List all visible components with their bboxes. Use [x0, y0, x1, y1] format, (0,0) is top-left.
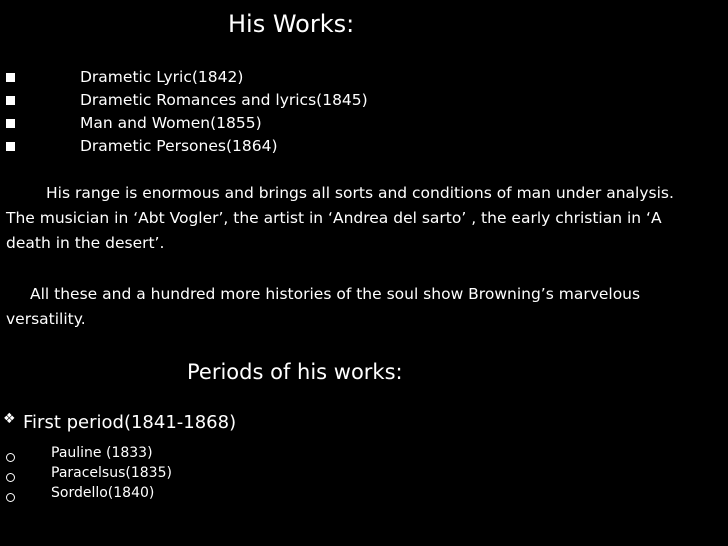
paragraph-line: All these and a hundred more histories of the soul show Browning’s marvelous: [30, 285, 641, 303]
square-bullet-icon: [6, 119, 15, 128]
slide-title: His Works:: [228, 10, 355, 38]
section-subtitle: Periods of his works:: [187, 360, 403, 384]
diamond-bullet-icon: ❖: [3, 411, 16, 427]
square-bullet-icon: [6, 96, 15, 105]
period-item-label: Pauline (1833): [51, 445, 153, 461]
works-item-label: Drametic Persones(1864): [80, 137, 278, 155]
works-item-label: Drametic Lyric(1842): [80, 68, 244, 86]
circle-bullet-icon: [6, 453, 15, 462]
circle-bullet-icon: [6, 493, 15, 502]
period-item-label: Paracelsus(1835): [51, 465, 172, 481]
period-item-label: Sordello(1840): [51, 485, 155, 501]
period-label: First period(1841-1868): [23, 412, 237, 433]
square-bullet-icon: [6, 73, 15, 82]
paragraph-range: [6, 181, 722, 256]
paragraph-line: The musician in ‘Abt Vogler’, the artist in ‘Andrea del sarto’ , the early christian in ‘A: [6, 209, 662, 227]
paragraph-line: death in the desert’.: [6, 234, 165, 252]
paragraph-line: versatility.: [6, 310, 86, 328]
paragraph-versatility: [6, 282, 722, 332]
paragraph-line: His range is enormous and brings all sorts and conditions of man under analysis.: [46, 184, 674, 202]
works-item-label: Drametic Romances and lyrics(1845): [80, 91, 368, 109]
works-item-label: Man and Women(1855): [80, 114, 262, 132]
square-bullet-icon: [6, 142, 15, 151]
circle-bullet-icon: [6, 473, 15, 482]
